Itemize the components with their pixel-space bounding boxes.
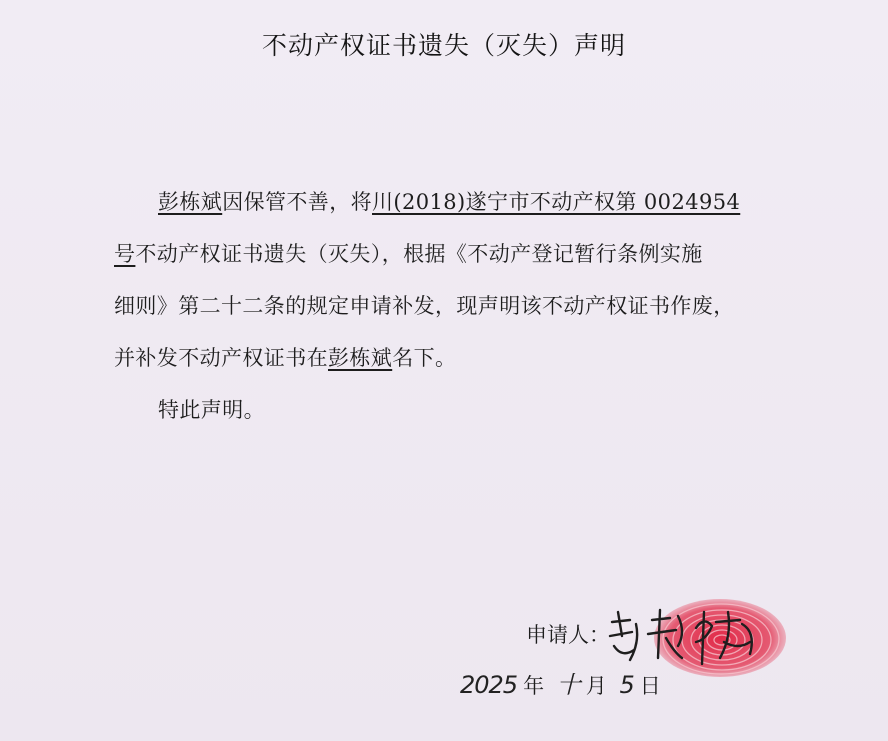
- body-line-1: [114, 176, 794, 228]
- date-day: 5: [619, 671, 634, 699]
- body-line-3: 细则》第二十二条的规定申请补发，现声明该不动产权证书作废，: [114, 294, 735, 318]
- applicant-name: 彭栋斌: [158, 190, 223, 214]
- body-text-4: 并补发不动产权证书在: [114, 346, 328, 370]
- closing-statement: 特此声明。: [158, 398, 265, 422]
- certificate-number: 川(2018)遂宁市不动产权第 0024954: [372, 190, 741, 214]
- body-text-2: 不动产权证书遗失（灭失），根据《不动产登记暂行条例实施: [135, 242, 703, 266]
- new-owner-name: 彭栋斌: [328, 346, 393, 370]
- month-unit: 月: [585, 674, 607, 698]
- certificate-number-suffix: 号: [114, 242, 136, 266]
- date-month: 十: [556, 671, 580, 699]
- body-text-1: 因保管不善，将: [222, 190, 373, 214]
- body-text-5: 名下。: [392, 346, 457, 370]
- statement-body: [114, 176, 794, 436]
- body-line-4: [114, 332, 794, 384]
- date-year: 2025: [460, 671, 518, 699]
- document-title: 不动产权证书遗失（灭失）声明: [261, 31, 626, 60]
- body-line-2: [114, 228, 794, 280]
- day-unit: 日: [639, 674, 661, 698]
- handwritten-signature: [600, 602, 770, 672]
- signature-date: [460, 665, 667, 700]
- year-unit: 年: [523, 674, 545, 698]
- applicant-label: 申请人：: [526, 623, 610, 647]
